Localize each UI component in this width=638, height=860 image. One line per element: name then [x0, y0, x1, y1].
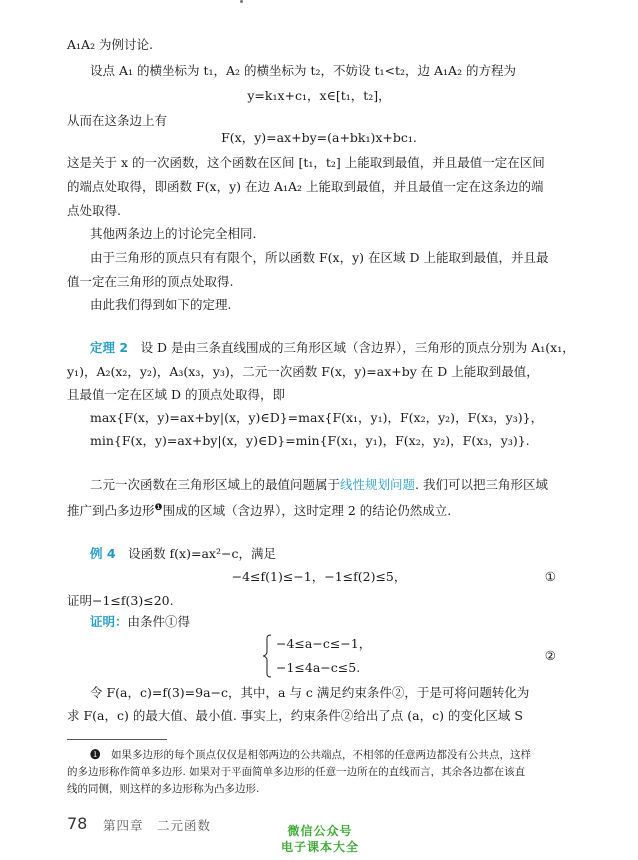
- system-line: −4≤a−c≤−1，: [276, 636, 372, 651]
- text-line: 求 F(a，c) 的最大值、最小值. 事实上，约束条件②给出了点 (a，c) 的变化区域 S: [67, 708, 523, 723]
- text-line: 从而在这条边上有: [67, 113, 168, 128]
- text-line: 证明−1≤f(3)≤20.: [67, 593, 174, 608]
- footnote-ref[interactable]: ❶: [154, 503, 163, 513]
- theorem-line: y₁)，A₂(x₂，y₂)，A₃(x₃，y₃)，二元一次函数 F(x，y)=ax+by 在 D 上能取到最值，: [67, 364, 539, 379]
- footnote-line: ❶ 如果多边形的每个顶点仅仅是相邻两边的公共端点，不相邻的任意两边都没有公共点，这样: [90, 749, 531, 761]
- equation: y=k₁x+c₁，x∈[t₁，t₂]，: [247, 88, 391, 103]
- footnote-line: 线的同侧，则这样的多边形称为凸多边形.: [67, 783, 260, 795]
- min-formula: min{F(x，y)=ax+by|(x，y)∈D}=min{F(x₁，y₁)，F(x₂，y₂)，F(x₃，y₃)}.: [90, 433, 530, 448]
- theorem-label: 定理 2: [90, 340, 129, 355]
- text-line: 二元一次函数在三角形区域上的最值问题属于线性规划问题. 我们可以把三角形区域: [90, 477, 548, 492]
- text-line: 点处取得.: [67, 203, 121, 218]
- example-line: 例 4 设函数 f(x)=ax²−c，满足: [90, 546, 276, 561]
- equation-number: ②: [544, 648, 556, 663]
- text-line: 的端点处取得，即函数 F(x，y) 在边 A₁A₂ 上能取到最值，并且最值一定在这条边的端: [67, 179, 544, 194]
- top-mark: [240, 0, 243, 3]
- text-line: 由于三角形的顶点只有有限个，所以函数 F(x，y) 在区域 D 上能取到最值，并且最: [90, 250, 549, 265]
- watermark-line: 微信公众号: [287, 824, 353, 838]
- text-line: 令 F(a，c)=f(3)=9a−c，其中，a 与 c 满足约束条件②，于是可将问题转化为: [90, 685, 530, 700]
- equation: −4≤f(1)≤−1，−1≤f(2)≤5，: [231, 569, 407, 584]
- proof-label: 证明：: [90, 614, 128, 629]
- text-line: 这是关于 x 的一次函数，这个函数在区间 [t₁，t₂] 上能取到最值，并且最值一定在区间: [67, 155, 545, 170]
- footnote-divider: [67, 739, 167, 740]
- theorem-line: 且最值一定在区域 D 的顶点处取得，即: [67, 387, 285, 402]
- text-line: 推广到凸多边形$^❶$围成的区域（含边界），这时定理 2 的结论仍然成立.: [67, 503, 452, 519]
- proof-line: 证明：由条件①得: [90, 614, 191, 629]
- text-line: A₁A₂ 为例讨论.: [67, 37, 154, 52]
- text-line: 由此我们得到如下的定理.: [90, 297, 232, 312]
- system-line: −1≤4a−c≤5.: [276, 660, 361, 675]
- max-formula: max{F(x，y)=ax+by|(x，y)∈D}=max{F(x₁，y₁)，F(x₂，y₂)，F(x₃，y₃)}，: [90, 410, 544, 425]
- theorem-text: 设 D 是由三条直线围成的三角形区域（含边界），三角形的顶点分别为 A₁(x₁，: [140, 340, 575, 355]
- theorem-line: [90, 340, 575, 356]
- text-line: 其他两条边上的讨论完全相同.: [90, 226, 257, 241]
- example-label: 例 4: [90, 546, 116, 561]
- text-line: 设点 A₁ 的横坐标为 t₁，A₂ 的横坐标为 t₂，不妨设 t₁<t₂，边 A₁A₂ 的方程为: [90, 63, 517, 78]
- equation: F(x，y)=ax+by=(a+bk₁)x+bc₁.: [221, 130, 417, 145]
- footnote-line: 的多边形称作简单多边形. 如果对于平面简单多边形的任意一边所在的直线而言，其余各边都在该直: [67, 766, 526, 778]
- page-number: 78: [67, 814, 88, 833]
- watermark-line: 电子课本大全: [280, 840, 359, 854]
- text-line: 值一定在三角形的顶点处取得.: [67, 274, 234, 289]
- linear-programming-term[interactable]: 线性规划问题: [340, 477, 416, 492]
- equation-number: ①: [544, 569, 556, 584]
- brace-icon: [262, 634, 272, 678]
- chapter-title: 第四章 二元函数: [103, 818, 212, 833]
